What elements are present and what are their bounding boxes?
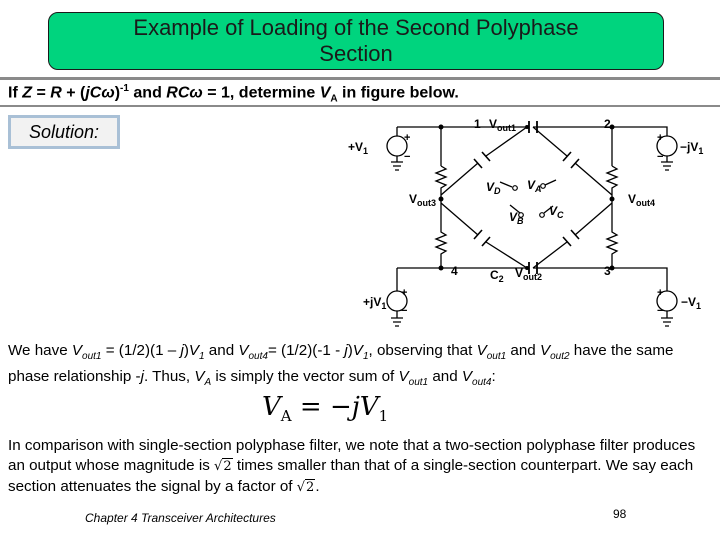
svg-text:+: +: [657, 132, 664, 144]
node-4-label: 4: [451, 264, 458, 278]
explanation-paragraph: We have $V_{out1} = (1/2)(1 - j)V_1$ and $V_{out4}= (1/2)(-1 - j)V_1$, observing that $V_{out1}$ and $V_{out2}$ have the same phase relationship -j. Thus, $V_A$ is simply the vector sum of $V_{out1}$ and $V_{out4}$:: [8, 342, 674, 389]
va-label: $V_A$: [527, 178, 542, 194]
vc-label: $V_C$: [549, 204, 564, 220]
vout4-label: $V_{out4}$: [628, 192, 656, 208]
slide-title-line2: Section: [319, 41, 393, 66]
source-bottom-left-label: $+jV_1$: [363, 295, 387, 311]
svg-text:+: +: [401, 287, 408, 299]
node-1-label: 1: [474, 117, 481, 131]
node-3-label: 3: [604, 264, 611, 278]
svg-text:+: +: [404, 132, 411, 144]
source-top-left-label: $+V_1$: [348, 140, 369, 156]
vb-label: $V_B$: [509, 210, 524, 226]
vout2-label: $V_{out2}$: [515, 266, 543, 282]
vd-label: $V_D$: [486, 180, 501, 196]
sqrt-two-symbol: √2: [214, 459, 232, 474]
question-text: If $Z = R + (jC\omega)^{-1}$ and RCω = 1, determine $V_A$ in figure below.: [8, 83, 459, 105]
footer-chapter: Chapter 4 Transceiver Architectures: [85, 511, 276, 525]
divider-top: [0, 77, 720, 80]
conclusion-paragraph: In comparison with single-section polyphase filter, we note that a two-section polyphase filter produces an output whose magnitude is √2 times smaller than that of a single-section counterpart. We say each section attenuates the signal by a factor of √2.: [8, 436, 714, 498]
polyphase-circuit-diagram: [338, 112, 714, 338]
c2-label: $C_2$: [490, 268, 504, 284]
va-equation: $V_A = -jV_1$: [262, 392, 389, 426]
node-2-label: 2: [604, 117, 611, 131]
source-bottom-right-label: $-V_1$: [681, 295, 702, 311]
svg-text:−: −: [657, 151, 664, 163]
svg-text:−: −: [657, 305, 664, 317]
divider-bottom: [0, 105, 720, 107]
slide-title-line1: Example of Loading of the Second Polyphase: [133, 15, 579, 40]
source-top-right-label: $-jV_1$: [680, 140, 704, 156]
vout3-label: $V_{out3}$: [409, 192, 437, 208]
svg-text:+: +: [657, 287, 664, 299]
sqrt-two-symbol-2: √2: [296, 480, 315, 495]
vout1-label: $V_{out1}$: [489, 117, 517, 133]
slide-title: [48, 12, 664, 70]
solution-label: Solution:: [8, 115, 120, 149]
page-number: 98: [613, 507, 627, 521]
svg-text:−: −: [404, 151, 411, 163]
svg-text:−: −: [401, 305, 408, 317]
